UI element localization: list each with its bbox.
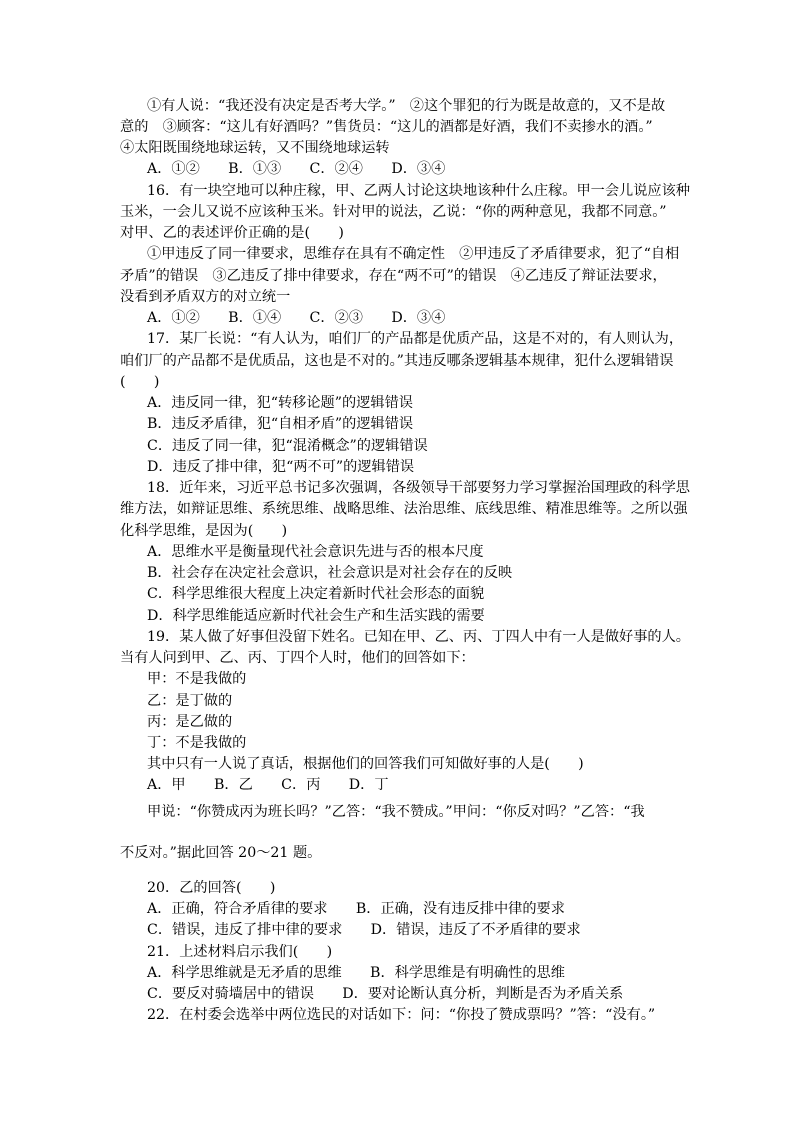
text-line: D．违反了排中律，犯“两不可”的逻辑错误 [147, 459, 415, 475]
text-line: 玉米，一会儿又说不应该种玉米。针对甲的说法，乙说：“你的两种意见，我都不同意。” [120, 204, 667, 220]
text-line: 丙：是乙做的 [147, 714, 233, 730]
text-line: ①甲违反了同一律要求，思维存在具有不确定性 ②甲违反了矛盾律要求，犯了“自相 [147, 246, 680, 262]
text-line: 18．近年来，习近平总书记多次强调，各级领导干部要努力学习掌握治国理政的科学思 [147, 480, 690, 496]
text-line: 维方法，如辩证思维、系统思维、战略思维、法治思维、底线思维、精准思维等。之所以强 [120, 501, 688, 517]
text-line: 甲说：“你赞成丙为班长吗？”乙答：“我不赞成。”甲问：“你反对吗？”乙答：“我 [147, 804, 645, 820]
text-line: 16．有一块空地可以种庄稼，甲、乙两人讨论这块地该种什么庄稼。甲一会儿说应该种 [147, 183, 690, 199]
text-line: 化科学思维，是因为( ) [120, 523, 288, 539]
text-line: 21．上述材料启示我们( ) [147, 944, 333, 960]
text-line: 丁：不是我做的 [147, 735, 247, 751]
text-line: A．思维水平是衡量现代社会意识先进与否的根本尺度 [147, 544, 484, 560]
text-line: A．正确，符合矛盾律的要求 B．正确，没有违反排中律的要求 [147, 901, 565, 917]
text-line: 20．乙的回答( ) [147, 880, 276, 896]
text-line: A．甲 B．乙 C．丙 D．丁 [147, 777, 389, 793]
text-line: ( ) [120, 374, 160, 390]
text-line: B．社会存在决定社会意识，社会意识是对社会存在的反映 [147, 565, 513, 581]
text-line: ④太阳既围绕地球运转，又不围绕地球运转 [120, 140, 390, 156]
text-line: 意的 ③顾客：“这儿有好酒吗？”售货员：“这儿的酒都是好酒，我们不卖掺水的酒。” [120, 119, 653, 135]
text-line: C．错误，违反了排中律的要求 D．错误，违反了不矛盾律的要求 [147, 922, 581, 938]
text-line: 22．在村委会选举中两位选民的对话如下：问：“你投了赞成票吗？”答：“没有。” [147, 1007, 656, 1023]
text-line: 不反对。”据此回答 20～21 题。 [120, 845, 322, 861]
text-line: 没看到矛盾双方的对立统一 [120, 289, 291, 305]
text-line: C．科学思维很大程度上决定着新时代社会形态的面貌 [147, 586, 485, 602]
text-line: 咱们厂的产品都不是优质品，这也是不对的。”其违反哪条逻辑基本规律，犯什么逻辑错误 [120, 353, 674, 369]
text-line: C．违反了同一律，犯“混淆概念”的逻辑错误 [147, 438, 428, 454]
text-line: 17．某厂长说：“有人认为，咱们厂的产品都是优质产品，这是不对的，有人则认为， [147, 331, 684, 347]
text-line: A．违反同一律，犯“转移论题”的逻辑错误 [147, 395, 413, 411]
text-line: 其中只有一人说了真话，根据他们的回答我们可知做好事的人是( ) [147, 756, 584, 772]
text-line: ①有人说：“我还没有决定是否考大学。” ②这个罪犯的行为既是故意的，又不是故 [147, 98, 666, 114]
text-line: 对甲、乙的表述评价正确的是( ) [120, 225, 344, 241]
text-line: A．科学思维就是无矛盾的思维 B．科学思维是有明确性的思维 [147, 965, 565, 981]
text-line: 乙：是丁做的 [147, 693, 233, 709]
text-line: 矛盾”的错误 ③乙违反了排中律要求，存在“两不可”的错误 ④乙违反了辩证法要求， [120, 268, 667, 284]
text-line: B．违反矛盾律，犯“自相矛盾”的逻辑错误 [147, 416, 414, 432]
text-line: C．要反对骑墙居中的错误 D．要对论断认真分析，判断是否为矛盾关系 [147, 986, 624, 1002]
text-line: A．①② B．①④ C．②③ D．③④ [147, 310, 446, 326]
text-line: 甲：不是我做的 [147, 671, 247, 687]
text-line: 19．某人做了好事但没留下姓名。已知在甲、乙、丙、丁四人中有一人是做好事的人。 [147, 629, 690, 645]
text-line: D．科学思维能适应新时代社会生产和生活实践的需要 [147, 608, 485, 624]
text-line: 当有人问到甲、乙、丙、丁四个人时，他们的回答如下： [120, 650, 475, 666]
text-line: A．①② B．①③ C．②④ D．③④ [147, 161, 446, 177]
